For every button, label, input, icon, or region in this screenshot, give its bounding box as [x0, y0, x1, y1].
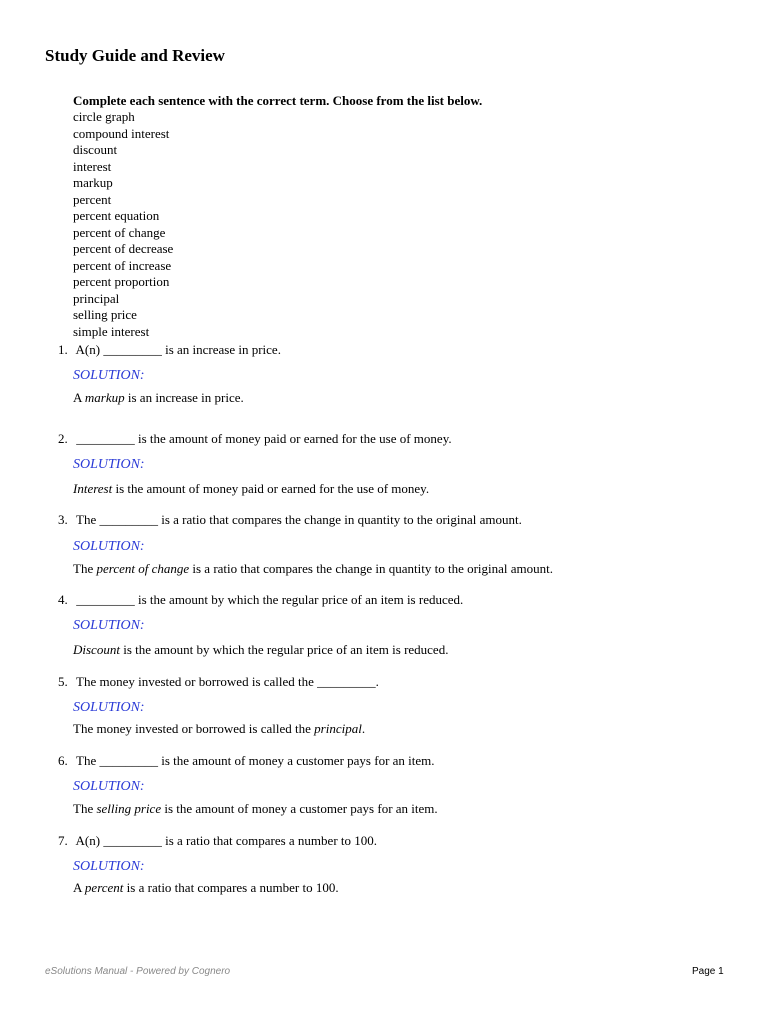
term-item: discount	[73, 142, 118, 157]
question-number: 4.	[58, 592, 68, 607]
term-item: percent proportion	[73, 274, 170, 289]
question-number: 3.	[58, 512, 68, 527]
answer-term: Interest	[73, 481, 113, 496]
question-4	[58, 592, 738, 608]
solution-label: SOLUTION:	[73, 618, 145, 633]
question-2	[58, 431, 738, 447]
term-item: percent of change	[73, 224, 166, 240]
footer-publisher: eSolutions Manual - Powered by Cognero	[45, 966, 231, 977]
term-item: percent equation	[73, 208, 160, 223]
solution-answer	[73, 801, 438, 817]
term-item: percent of decrease	[73, 241, 174, 256]
solution-label: SOLUTION:	[73, 700, 145, 715]
question-number: 1.	[58, 342, 68, 357]
term-list	[73, 109, 173, 340]
answer-after: is a ratio that compares a number to 100.	[123, 880, 339, 895]
solution-label: SOLUTION:	[73, 859, 145, 874]
term-item: markup	[73, 175, 113, 190]
answer-term: percent of change	[96, 561, 190, 576]
term-item: simple interest	[73, 323, 150, 339]
answer-before: A	[73, 880, 85, 895]
term-item: interest	[73, 158, 112, 174]
page-title: Study Guide and Review	[45, 46, 225, 65]
term-item: circle graph	[73, 109, 135, 124]
solution-answer	[73, 390, 244, 406]
answer-after: is an increase in price.	[124, 390, 244, 405]
solution-answer	[73, 561, 553, 577]
solution-label: SOLUTION:	[73, 368, 145, 383]
term-item: principal	[73, 290, 120, 306]
answer-after: is the amount of money a customer pays for an item.	[161, 801, 438, 816]
question-text: The _________ is the amount of money a customer pays for an item.	[76, 753, 435, 768]
answer-term: principal	[314, 721, 362, 736]
question-text: _________ is the amount of money paid or earned for the use of money.	[76, 431, 452, 446]
answer-term: markup	[84, 390, 125, 405]
solution-answer	[73, 880, 339, 896]
solution-label: SOLUTION:	[73, 457, 145, 472]
answer-before: A	[73, 390, 85, 405]
solution-label: SOLUTION:	[73, 779, 145, 794]
question-7	[58, 833, 738, 849]
answer-after: is the amount of money paid or earned for the use of money.	[112, 481, 430, 496]
question-text: _________ is the amount by which the regular price of an item is reduced.	[76, 592, 464, 607]
answer-before: The	[73, 561, 97, 576]
question-3	[58, 512, 738, 528]
answer-before: The money invested or borrowed is called the	[73, 721, 315, 736]
term-item: compound interest	[73, 125, 170, 141]
question-6	[58, 753, 738, 769]
term-item: percent of increase	[73, 257, 172, 273]
question-text: A(n) _________ is a ratio that compares a number to 100.	[75, 833, 378, 848]
question-5	[58, 674, 738, 690]
answer-term: Discount	[73, 642, 120, 657]
answer-after: is the amount by which the regular price of an item is reduced.	[119, 642, 449, 657]
page-number: Page 1	[692, 966, 724, 977]
solution-label: SOLUTION:	[73, 539, 145, 554]
solution-answer	[73, 481, 429, 497]
instructions: Complete each sentence with the correct term. Choose from the list below.	[73, 93, 483, 108]
solution-answer	[73, 642, 448, 658]
solution-answer	[73, 721, 365, 737]
question-number: 6.	[58, 753, 68, 768]
answer-term: selling price	[96, 801, 162, 816]
term-item: percent	[73, 191, 112, 207]
question-text: A(n) _________ is an increase in price.	[75, 342, 281, 357]
answer-term: percent	[84, 880, 124, 895]
question-number: 5.	[58, 674, 68, 689]
question-text: The money invested or borrowed is called the _________.	[76, 674, 379, 689]
answer-before: The	[73, 801, 97, 816]
answer-after: is a ratio that compares the change in quantity to the original amount.	[189, 561, 554, 576]
term-item: selling price	[73, 307, 137, 322]
question-number: 7.	[58, 833, 68, 848]
question-1	[58, 342, 738, 358]
answer-after: .	[361, 721, 366, 736]
question-number: 2.	[58, 431, 68, 446]
question-text: The _________ is a ratio that compares the change in quantity to the original amount.	[76, 512, 522, 527]
